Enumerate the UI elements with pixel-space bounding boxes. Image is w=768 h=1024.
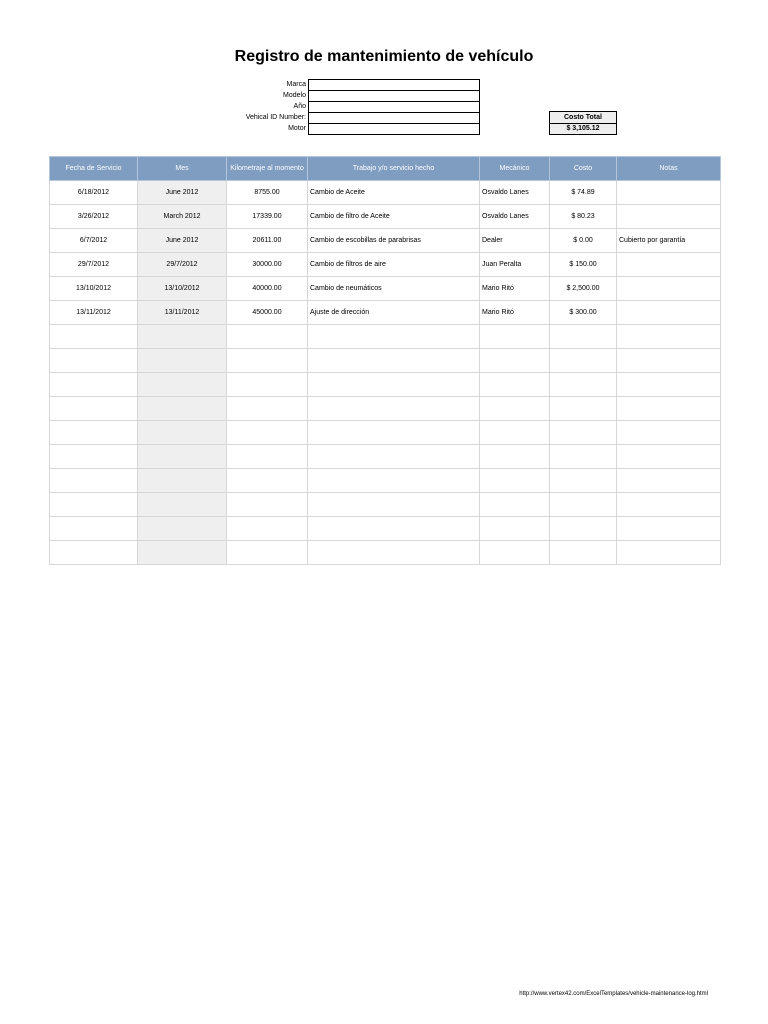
cell-costo[interactable]	[550, 517, 617, 541]
cell-trabajo[interactable]: Ajuste de dirección	[308, 301, 480, 325]
table-row	[50, 181, 721, 205]
cell-notas[interactable]	[617, 541, 721, 565]
header-mecanico: Mecánico	[480, 157, 550, 181]
cell-mes[interactable]: June 2012	[138, 181, 227, 205]
table-row	[50, 253, 721, 277]
cell-kilometraje[interactable]: 20611.00	[227, 229, 308, 253]
table-row	[50, 541, 721, 565]
info-label-modelo: Modelo	[283, 92, 306, 99]
cell-mecanico[interactable]: Juan Peralta	[480, 253, 550, 277]
cell-mes[interactable]	[138, 445, 227, 469]
cell-fecha[interactable]	[50, 421, 138, 445]
cell-mes[interactable]	[138, 541, 227, 565]
header-fecha: Fecha de Servicio	[50, 157, 138, 181]
cell-fecha[interactable]	[50, 445, 138, 469]
cell-costo[interactable]	[550, 541, 617, 565]
cell-fecha[interactable]: 29/7/2012	[50, 253, 138, 277]
cell-kilometraje[interactable]	[227, 349, 308, 373]
cell-mes[interactable]: 29/7/2012	[138, 253, 227, 277]
cell-costo[interactable]	[550, 397, 617, 421]
cell-mes[interactable]	[138, 517, 227, 541]
cell-trabajo[interactable]	[308, 493, 480, 517]
cell-costo[interactable]	[550, 349, 617, 373]
cell-fecha[interactable]	[50, 469, 138, 493]
cell-mes[interactable]	[138, 469, 227, 493]
cell-kilometraje[interactable]: 17339.00	[227, 205, 308, 229]
cell-trabajo[interactable]	[308, 373, 480, 397]
cell-notas[interactable]: Cubierto por garantía	[617, 229, 721, 253]
motor-field[interactable]	[308, 123, 480, 135]
cell-costo[interactable]	[550, 421, 617, 445]
cell-mecanico[interactable]	[480, 493, 550, 517]
cell-fecha[interactable]: 6/7/2012	[50, 229, 138, 253]
cell-costo[interactable]	[550, 493, 617, 517]
cell-kilometraje[interactable]	[227, 469, 308, 493]
total-cost-label: Costo Total	[550, 112, 616, 124]
cell-fecha[interactable]	[50, 517, 138, 541]
total-cost-value: $ 3,105.12	[566, 125, 600, 132]
table-row	[50, 373, 721, 397]
cell-mes[interactable]	[138, 349, 227, 373]
cell-trabajo[interactable]: Cambio de filtro de Aceite	[308, 205, 480, 229]
cell-costo[interactable]: $ 150.00	[550, 253, 617, 277]
cell-fecha[interactable]: 3/26/2012	[50, 205, 138, 229]
table-row	[50, 469, 721, 493]
table-row	[50, 397, 721, 421]
page-title: Registro de mantenimiento de vehículo	[234, 48, 534, 65]
info-label-marca: Marca	[286, 81, 306, 88]
cell-notas[interactable]	[617, 325, 721, 349]
cell-mes[interactable]	[138, 421, 227, 445]
cell-fecha[interactable]	[50, 373, 138, 397]
cell-kilometraje[interactable]	[227, 517, 308, 541]
cell-mes[interactable]: March 2012	[138, 205, 227, 229]
cell-kilometraje[interactable]: 45000.00	[227, 301, 308, 325]
cell-trabajo[interactable]: Cambio de Aceite	[308, 181, 480, 205]
table-row	[50, 301, 721, 325]
header-costo: Costo	[550, 157, 617, 181]
cell-notas[interactable]	[617, 493, 721, 517]
cell-fecha[interactable]	[50, 397, 138, 421]
header-notas: Notas	[617, 157, 721, 181]
table-row	[50, 205, 721, 229]
maintenance-log-table	[49, 156, 721, 565]
cell-mecanico[interactable]: Osvaldo Lanes	[480, 205, 550, 229]
cell-mes[interactable]	[138, 373, 227, 397]
cell-kilometraje[interactable]	[227, 325, 308, 349]
cell-trabajo[interactable]: Cambio de filtros de aire	[308, 253, 480, 277]
info-row-ano	[200, 101, 480, 112]
cell-mecanico[interactable]	[480, 517, 550, 541]
cell-notas[interactable]	[617, 469, 721, 493]
cell-mecanico[interactable]	[480, 541, 550, 565]
cell-kilometraje[interactable]	[227, 373, 308, 397]
cell-notas[interactable]	[617, 397, 721, 421]
cell-trabajo[interactable]	[308, 349, 480, 373]
cell-costo[interactable]	[550, 325, 617, 349]
cell-fecha[interactable]: 6/18/2012	[50, 181, 138, 205]
cell-mecanico[interactable]	[480, 421, 550, 445]
cell-notas[interactable]	[617, 517, 721, 541]
cell-kilometraje[interactable]	[227, 421, 308, 445]
cell-notas[interactable]	[617, 421, 721, 445]
cell-notas[interactable]	[617, 181, 721, 205]
info-row-modelo	[200, 90, 480, 101]
info-label-motor: Motor	[288, 125, 306, 132]
info-row-motor	[200, 123, 480, 134]
cell-mecanico[interactable]	[480, 445, 550, 469]
cell-costo[interactable]: $ 80.23	[550, 205, 617, 229]
cell-trabajo[interactable]	[308, 445, 480, 469]
cell-mes[interactable]	[138, 493, 227, 517]
table-row	[50, 325, 721, 349]
header-trabajo: Trabajo y/o servicio hecho	[308, 157, 480, 181]
table-row	[50, 229, 721, 253]
cell-mecanico[interactable]: Mario Ritó	[480, 301, 550, 325]
cell-mecanico[interactable]: Dealer	[480, 229, 550, 253]
cell-trabajo[interactable]: Cambio de neumáticos	[308, 277, 480, 301]
header-mes: Mes	[138, 157, 227, 181]
cell-mes[interactable]: June 2012	[138, 229, 227, 253]
cell-trabajo[interactable]: Cambio de escobillas de parabrisas	[308, 229, 480, 253]
cell-fecha[interactable]: 13/10/2012	[50, 277, 138, 301]
cell-notas[interactable]	[617, 205, 721, 229]
cell-trabajo[interactable]	[308, 397, 480, 421]
cell-notas[interactable]	[617, 373, 721, 397]
cell-notas[interactable]	[617, 445, 721, 469]
cell-mes[interactable]: 13/11/2012	[138, 301, 227, 325]
cell-trabajo[interactable]	[308, 517, 480, 541]
cell-kilometraje[interactable]	[227, 397, 308, 421]
cell-kilometraje[interactable]: 40000.00	[227, 277, 308, 301]
table-row	[50, 277, 721, 301]
total-cost-box	[549, 111, 617, 135]
table-row	[50, 517, 721, 541]
cell-kilometraje[interactable]	[227, 445, 308, 469]
cell-fecha[interactable]	[50, 325, 138, 349]
cell-trabajo[interactable]	[308, 469, 480, 493]
cell-costo[interactable]	[550, 469, 617, 493]
info-row-marca	[200, 79, 480, 90]
cell-notas[interactable]	[617, 301, 721, 325]
cell-mes[interactable]	[138, 397, 227, 421]
cell-costo[interactable]: $ 2,500.00	[550, 277, 617, 301]
table-row	[50, 349, 721, 373]
cell-kilometraje[interactable]	[227, 541, 308, 565]
cell-notas[interactable]	[617, 277, 721, 301]
cell-mecanico[interactable]	[480, 349, 550, 373]
cell-trabajo[interactable]	[308, 325, 480, 349]
cell-costo[interactable]: $ 300.00	[550, 301, 617, 325]
cell-costo[interactable]	[550, 373, 617, 397]
cell-notas[interactable]	[617, 349, 721, 373]
cell-mecanico[interactable]	[480, 469, 550, 493]
table-row	[50, 493, 721, 517]
source-url: http://www.vertex42.com/ExcelTemplates/vehicle-maintenance-log.html	[519, 991, 708, 997]
table-header-row	[50, 157, 721, 181]
cell-kilometraje[interactable]	[227, 493, 308, 517]
cell-costo[interactable]: $ 0.00	[550, 229, 617, 253]
cell-fecha[interactable]: 13/11/2012	[50, 301, 138, 325]
cell-mecanico[interactable]	[480, 325, 550, 349]
cell-mecanico[interactable]: Mario Ritó	[480, 277, 550, 301]
cell-costo[interactable]	[550, 445, 617, 469]
table-row	[50, 445, 721, 469]
info-label-ano: Año	[293, 103, 306, 110]
header-kilometraje: Kilometraje al momento	[227, 157, 308, 181]
cell-costo[interactable]: $ 74.89	[550, 181, 617, 205]
info-label-vin: Vehical ID Number:	[245, 114, 306, 121]
cell-trabajo[interactable]	[308, 541, 480, 565]
info-row-vin	[200, 112, 480, 123]
cell-kilometraje[interactable]: 8755.00	[227, 181, 308, 205]
cell-mecanico[interactable]: Osvaldo Lanes	[480, 181, 550, 205]
cell-fecha[interactable]	[50, 349, 138, 373]
cell-kilometraje[interactable]: 30000.00	[227, 253, 308, 277]
table-row	[50, 421, 721, 445]
cell-mecanico[interactable]	[480, 397, 550, 421]
cell-trabajo[interactable]	[308, 421, 480, 445]
cell-notas[interactable]	[617, 253, 721, 277]
cell-mes[interactable]: 13/10/2012	[138, 277, 227, 301]
cell-fecha[interactable]	[50, 493, 138, 517]
cell-fecha[interactable]	[50, 541, 138, 565]
cell-mecanico[interactable]	[480, 373, 550, 397]
cell-mes[interactable]	[138, 325, 227, 349]
